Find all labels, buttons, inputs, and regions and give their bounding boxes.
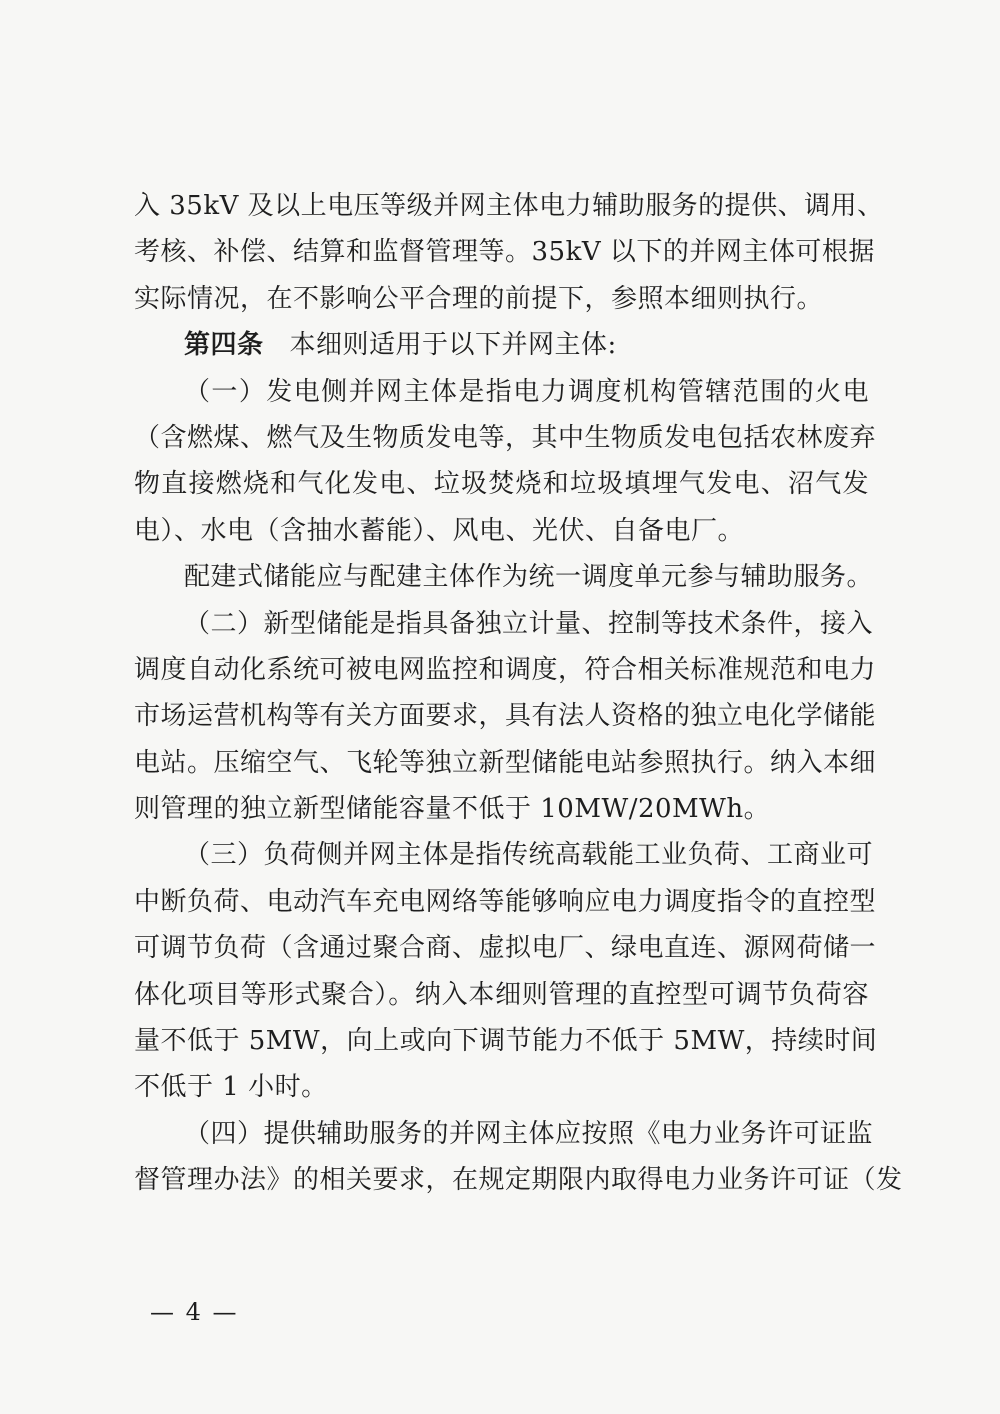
text-line: 电站。压缩空气、飞轮等独立新型储能电站参照执行。纳入本细	[134, 747, 877, 778]
text-line: （二）新型储能是指具备独立计量、控制等技术条件，接入	[184, 608, 874, 639]
text-line: 体化项目等形式聚合）。纳入本细则管理的直控型可调节负荷容	[134, 979, 869, 1010]
page-number: — 4 —	[150, 1298, 239, 1326]
text-line: （一）发电侧并网主体是指电力调度机构管辖范围的火电	[184, 376, 869, 407]
article-four-line	[134, 322, 869, 368]
text-line: 不低于 1 小时。	[134, 1072, 328, 1103]
text-line: 物直接燃烧和气化发电、垃圾焚烧和垃圾填埋气发电、沼气发	[134, 469, 869, 500]
text-line: （四）提供辅助服务的并网主体应按照《电力业务许可证监	[184, 1118, 874, 1149]
text-line: （含燃煤、燃气及生物质发电等，其中生物质发电包括农林废弃	[134, 422, 877, 453]
text-line: 实际情况，在不影响公平合理的前提下，参照本细则执行。	[134, 283, 824, 314]
text-line: 电）、水电（含抽水蓄能）、风电、光伏、自备电厂。	[134, 515, 745, 546]
text-line: 考核、补偿、结算和监督管理等。35kV 以下的并网主体可根据	[134, 237, 875, 268]
text-line: 则管理的独立新型储能容量不低于 10MW/20MWh。	[134, 794, 771, 825]
text-line: 中断负荷、电动汽车充电网络等能够响应电力调度指令的直控型	[134, 886, 877, 917]
text-line: 量不低于 5MW，向上或向下调节能力不低于 5MW，持续时间	[134, 1026, 878, 1057]
text-line: （三）负荷侧并网主体是指传统高载能工业负荷、工商业可	[184, 840, 874, 871]
article-text: 本细则适用于以下并网主体:	[289, 330, 617, 361]
text-line: 市场运营机构等有关方面要求，具有法人资格的独立电化学储能	[134, 701, 877, 732]
text-line: 督管理办法》的相关要求，在规定期限内取得电力业务许可证（发	[134, 1165, 903, 1196]
document-body	[134, 183, 903, 1204]
article-heading: 第四条	[184, 330, 264, 361]
text-line: 可调节负荷（含通过聚合商、虚拟电厂、绿电直连、源网荷储一	[134, 933, 877, 964]
text-line: 调度自动化系统可被电网监控和调度，符合相关标准规范和电力	[134, 654, 877, 685]
text-line: 配建式储能应与配建主体作为统一调度单元参与辅助服务。	[184, 562, 874, 593]
text-line: 入 35kV 及以上电压等级并网主体电力辅助服务的提供、调用、	[134, 191, 884, 221]
